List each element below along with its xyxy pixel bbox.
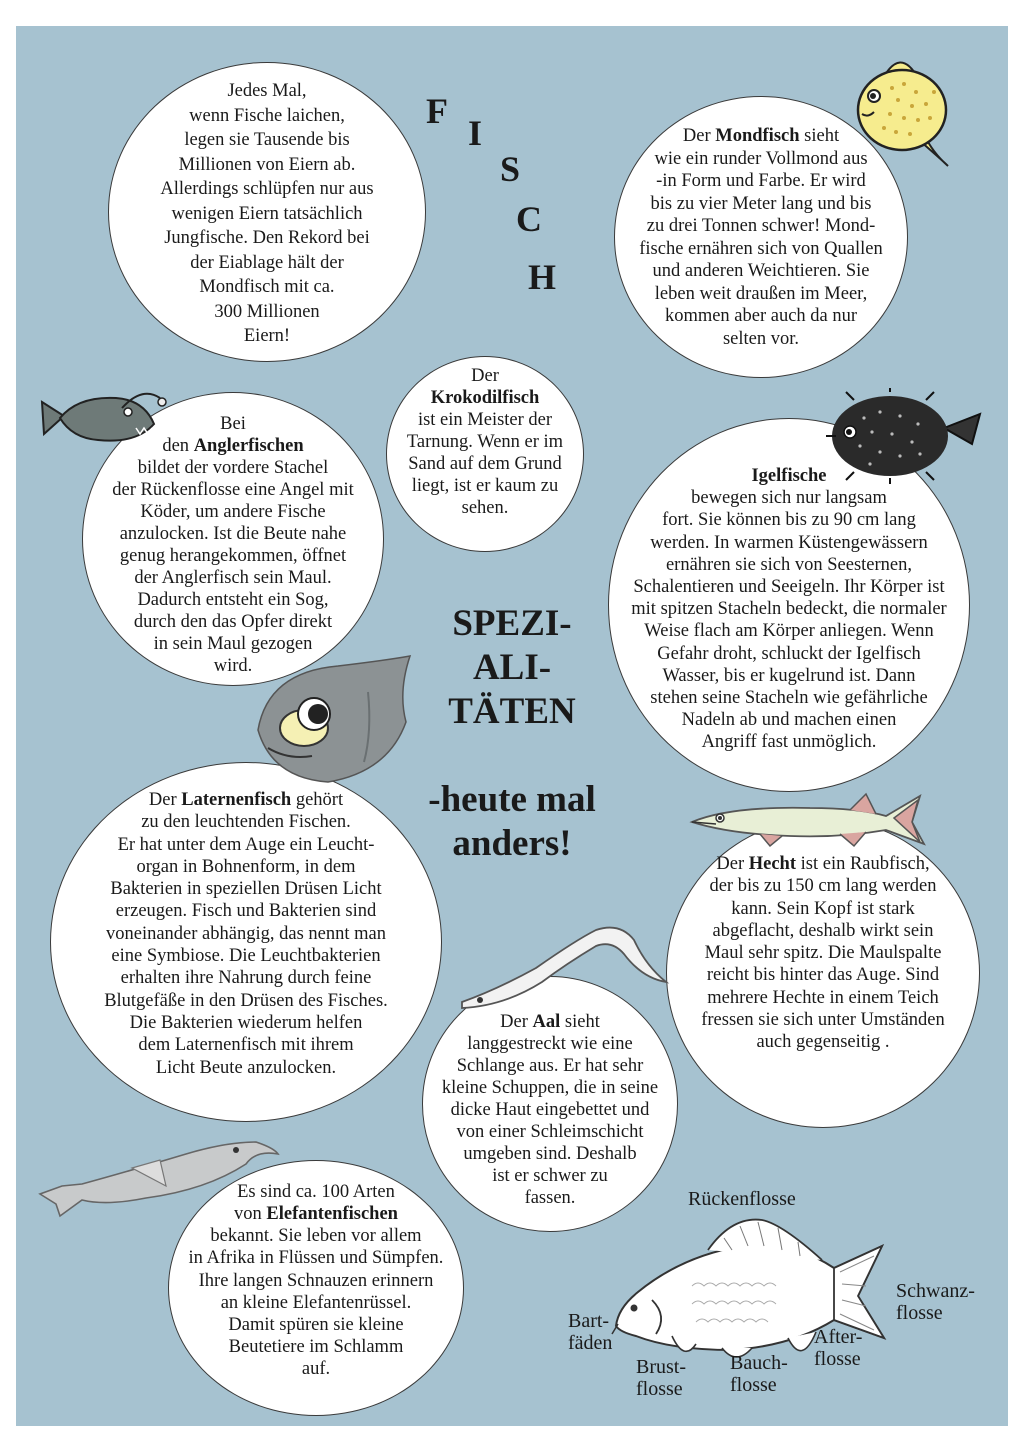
- heading-line: SPEZI-: [452, 603, 572, 644]
- text-line: zu drei Tonnen schwer! Mond-: [646, 216, 876, 236]
- text-anglerfisch: [83, 413, 383, 677]
- text-fragment: ist ein Raubfisch,: [796, 854, 930, 874]
- text-fragment: sieht: [560, 1012, 600, 1032]
- text-line: fressen sie sich unter Umständen: [701, 1010, 945, 1031]
- species-name: Hecht: [748, 854, 797, 874]
- text-line: erzeugen. Fisch und Bakterien sind: [115, 901, 377, 922]
- bubble-hecht: [666, 818, 980, 1128]
- text-line: Allerdings schlüpfen nur aus: [160, 179, 374, 199]
- text-line: wenigen Eiern tatsächlich: [171, 203, 363, 224]
- label-bartfaeden: [568, 1310, 612, 1354]
- text-line: von einer Schleimschicht: [456, 1122, 644, 1142]
- text-line: Tarnung. Wenn er im: [406, 432, 564, 452]
- lanternfish-illustration: [248, 652, 414, 784]
- text-line: der Anglerfisch sein Maul.: [134, 568, 332, 588]
- label-brustflosse: [636, 1356, 686, 1400]
- text-line: Blutgefäße in den Drüsen des Fisches.: [104, 990, 388, 1011]
- text-line: bis zu vier Meter lang und bis: [650, 193, 872, 214]
- text-hecht: [667, 853, 979, 1054]
- text-line: -in Form und Farbe. Er wird: [656, 171, 866, 191]
- label-rueckenflosse: Rückenflosse: [688, 1188, 796, 1210]
- text-line: werden. In warmen Küstengewässern: [650, 532, 928, 553]
- text-line: liegt, ist er kaum zu: [411, 476, 559, 496]
- species-name: Mondfisch: [715, 126, 800, 146]
- text-laternenfisch: [51, 789, 441, 1079]
- text-line: abgeflacht, deshalb wirkt sein: [712, 920, 934, 941]
- text-line: Mondfisch mit ca.: [199, 277, 335, 297]
- elephantfish-illustration: [36, 1124, 280, 1220]
- label-line: Brust-: [636, 1356, 686, 1378]
- text-line: 300 Millionen: [214, 301, 320, 322]
- text-line: Schalentieren und Seeigeln. Ihr Körper ist: [633, 577, 945, 598]
- label-line: flosse: [896, 1302, 943, 1324]
- text-lines: [609, 487, 969, 753]
- text-line: auf.: [301, 1359, 331, 1380]
- text-line: Sand auf dem Grund: [408, 454, 562, 474]
- title-letter: I: [468, 113, 483, 153]
- subheading-line: anders!: [452, 823, 572, 864]
- text-line: der bis zu 150 cm lang werden: [709, 876, 937, 897]
- text-line: ist ein Meister der: [417, 410, 553, 430]
- label-line: flosse: [814, 1348, 861, 1370]
- heading-spezialitaeten: [416, 602, 608, 734]
- text-line: der Rückenflosse eine Angel mit: [112, 480, 354, 500]
- text-lines: [667, 875, 979, 1053]
- label-line: flosse: [636, 1378, 683, 1400]
- text-line: bewegen sich nur langsam: [691, 488, 887, 509]
- text-line: Maul sehr spitz. Die Maulspalte: [704, 943, 942, 964]
- text-line: Ihre langen Schnauzen erinnern: [198, 1270, 434, 1291]
- text-line: Millionen von Eiern ab.: [178, 154, 356, 175]
- species-name: Igelfische: [751, 466, 827, 486]
- bubble-eier: [108, 62, 426, 362]
- text-fragment: Der: [148, 790, 182, 810]
- text-fragment: gehört: [291, 790, 344, 810]
- text-line: Gefahr droht, schluckt der Igelfisch: [657, 643, 921, 664]
- text-line: mehrere Hechte in einem Teich: [707, 987, 939, 1008]
- text-line: stehen seine Stacheln wie gefährliche: [650, 688, 928, 709]
- text-line: Damit spüren sie kleine: [228, 1315, 404, 1336]
- species-name: Laternenfisch: [181, 790, 292, 810]
- label-line: After-: [814, 1326, 863, 1348]
- text-line: genug herangekommen, öffnet: [119, 546, 347, 566]
- text-line: eine Symbiose. Die Leuchtbakterien: [111, 946, 381, 967]
- text-lines: [169, 1225, 463, 1380]
- text-krokodilfisch: [387, 365, 583, 519]
- label-line: flosse: [730, 1374, 777, 1396]
- text-line: Die Bakterien wiederum helfen: [129, 1012, 363, 1033]
- text-line: kommen aber auch da nur: [664, 306, 858, 326]
- text-line: sehen.: [461, 498, 509, 518]
- text-aal: [423, 1011, 677, 1209]
- text-line: zu den leuchtenden Fischen.: [141, 812, 351, 833]
- text-line: Beutetiere im Schlamm: [228, 1337, 404, 1358]
- text-fragment: Der: [716, 854, 749, 874]
- text-lines: [51, 811, 441, 1079]
- text-line: auch gegenseitig .: [756, 1032, 890, 1053]
- text-line: wenn Fische laichen,: [189, 105, 345, 126]
- text-eier: [109, 79, 425, 349]
- text-line: legen sie Tausende bis: [184, 130, 350, 150]
- text-line: Angriff fast unmöglich.: [701, 732, 877, 753]
- text-line: Dadurch entsteht ein Sog,: [137, 590, 329, 610]
- text-line: in Afrika in Flüssen und Sümpfen.: [188, 1248, 444, 1269]
- title-letter: S: [500, 149, 521, 189]
- poster: [16, 26, 1008, 1426]
- text-line: voneinander abhängig, das nennt man: [106, 923, 386, 944]
- text-line: Jedes Mal,: [227, 81, 307, 101]
- bubble-krokodilfisch: [386, 356, 584, 552]
- text-line: fische ernähren sich von Quallen: [639, 238, 883, 259]
- text-line: und anderen Weichtieren. Sie: [652, 261, 870, 281]
- text-line: ist er schwer zu: [492, 1166, 608, 1186]
- sunfish-illustration: [852, 48, 962, 168]
- title-letter: H: [528, 257, 557, 297]
- text-line: mit spitzen Stacheln bedeckt, die normaler: [631, 599, 947, 620]
- anglerfish-illustration: [38, 388, 178, 452]
- text-line: anzulocken. Ist die Beute nahe: [119, 524, 347, 544]
- text-line: Licht Beute anzulocken.: [155, 1057, 337, 1078]
- eel-illustration: [456, 916, 676, 1016]
- text-line: bildet der vordere Stachel: [137, 458, 329, 478]
- text-fragment: Der: [682, 126, 716, 146]
- text-line: dem Laternenfisch mit ihrem: [138, 1035, 354, 1056]
- text-lines: [615, 148, 907, 351]
- species-name: Krokodilfisch: [430, 388, 540, 408]
- text-line: Schlange aus. Er hat sehr: [456, 1056, 644, 1076]
- text-lines: [387, 409, 583, 519]
- text-line: wie ein runder Vollmond aus: [654, 148, 868, 169]
- text-fragment: Bei: [220, 414, 246, 434]
- text-line: kleine Schuppen, die in seine: [441, 1078, 659, 1098]
- text-fragment: Der: [500, 1012, 533, 1032]
- text-line: dicke Haut eingebettet und: [450, 1100, 650, 1120]
- text-line: Jungfische. Den Rekord bei: [164, 228, 370, 248]
- title-letter: F: [426, 91, 448, 131]
- text-line: Wasser, bis er kugelrund ist. Dann: [662, 665, 916, 686]
- text-fragment: sieht: [799, 126, 840, 146]
- species-name: Elefantenfischen: [266, 1204, 398, 1224]
- label-afterflosse: [814, 1326, 862, 1370]
- text-line: umgeben sind. Deshalb: [463, 1144, 637, 1164]
- species-name: Aal: [532, 1012, 561, 1032]
- species-name: Anglerfischen: [193, 436, 304, 456]
- label-schwanzflosse: [896, 1280, 975, 1324]
- porcupinefish-illustration: [824, 388, 984, 484]
- text-line: selten vor.: [722, 328, 800, 349]
- text-line: durch den das Opfer direkt: [133, 612, 333, 632]
- heading-line: ALI-: [472, 647, 552, 688]
- text-line: Er hat unter dem Auge ein Leucht-: [117, 834, 375, 855]
- text-line: organ in Bohnenform, in dem: [136, 856, 356, 877]
- text-igelfisch: [609, 465, 969, 754]
- text-line: reicht bis hinter das Auge. Sind: [706, 965, 940, 986]
- bubble-laternenfisch: [50, 762, 442, 1122]
- text-line: Bakterien in speziellen Drüsen Licht: [110, 879, 382, 900]
- text-line: erhalten ihre Nahrung durch feine: [120, 968, 372, 989]
- text-fragment: Der: [471, 366, 499, 386]
- text-line: bekannt. Sie leben vor allem: [210, 1226, 422, 1247]
- text-line: in sein Maul gezogen: [153, 634, 313, 654]
- text-line: kann. Sein Kopf ist stark: [731, 898, 915, 919]
- text-line: Köder, um andere Fische: [140, 502, 326, 522]
- text-line: langgestreckt wie eine: [467, 1034, 633, 1054]
- text-line: fassen.: [524, 1188, 576, 1208]
- pike-illustration: [690, 786, 926, 850]
- text-line: leben weit draußen im Meer,: [654, 283, 868, 304]
- text-fragment: von: [234, 1204, 267, 1224]
- text-line: der Eiablage hält der: [190, 252, 344, 273]
- text-line: Nadeln ab und machen einen: [681, 710, 897, 731]
- label-line: fäden: [568, 1332, 613, 1354]
- text-fragment: den: [162, 436, 194, 456]
- heading-line: TÄTEN: [448, 691, 576, 732]
- label-line: Schwanz-: [896, 1280, 975, 1302]
- text-fragment: Es sind ca. 100 Arten: [237, 1182, 395, 1202]
- title-letter: C: [516, 199, 542, 239]
- text-line: Eiern!: [243, 326, 291, 346]
- text-line: fort. Sie können bis zu 90 cm lang: [662, 510, 916, 531]
- text-lines: [83, 457, 383, 677]
- label-line: Bauch-: [730, 1352, 788, 1374]
- text-line: Weise flach am Körper anliegen. Wenn: [644, 621, 934, 642]
- text-line: ernähren sie sich von Seesternen,: [665, 554, 913, 575]
- text-line: wird.: [213, 656, 253, 676]
- label-line: Bart-: [568, 1310, 610, 1332]
- label-bauchflosse: [730, 1352, 788, 1396]
- text-line: an kleine Elefantenrüssel.: [220, 1292, 412, 1313]
- subheading-line: -heute mal: [428, 779, 596, 820]
